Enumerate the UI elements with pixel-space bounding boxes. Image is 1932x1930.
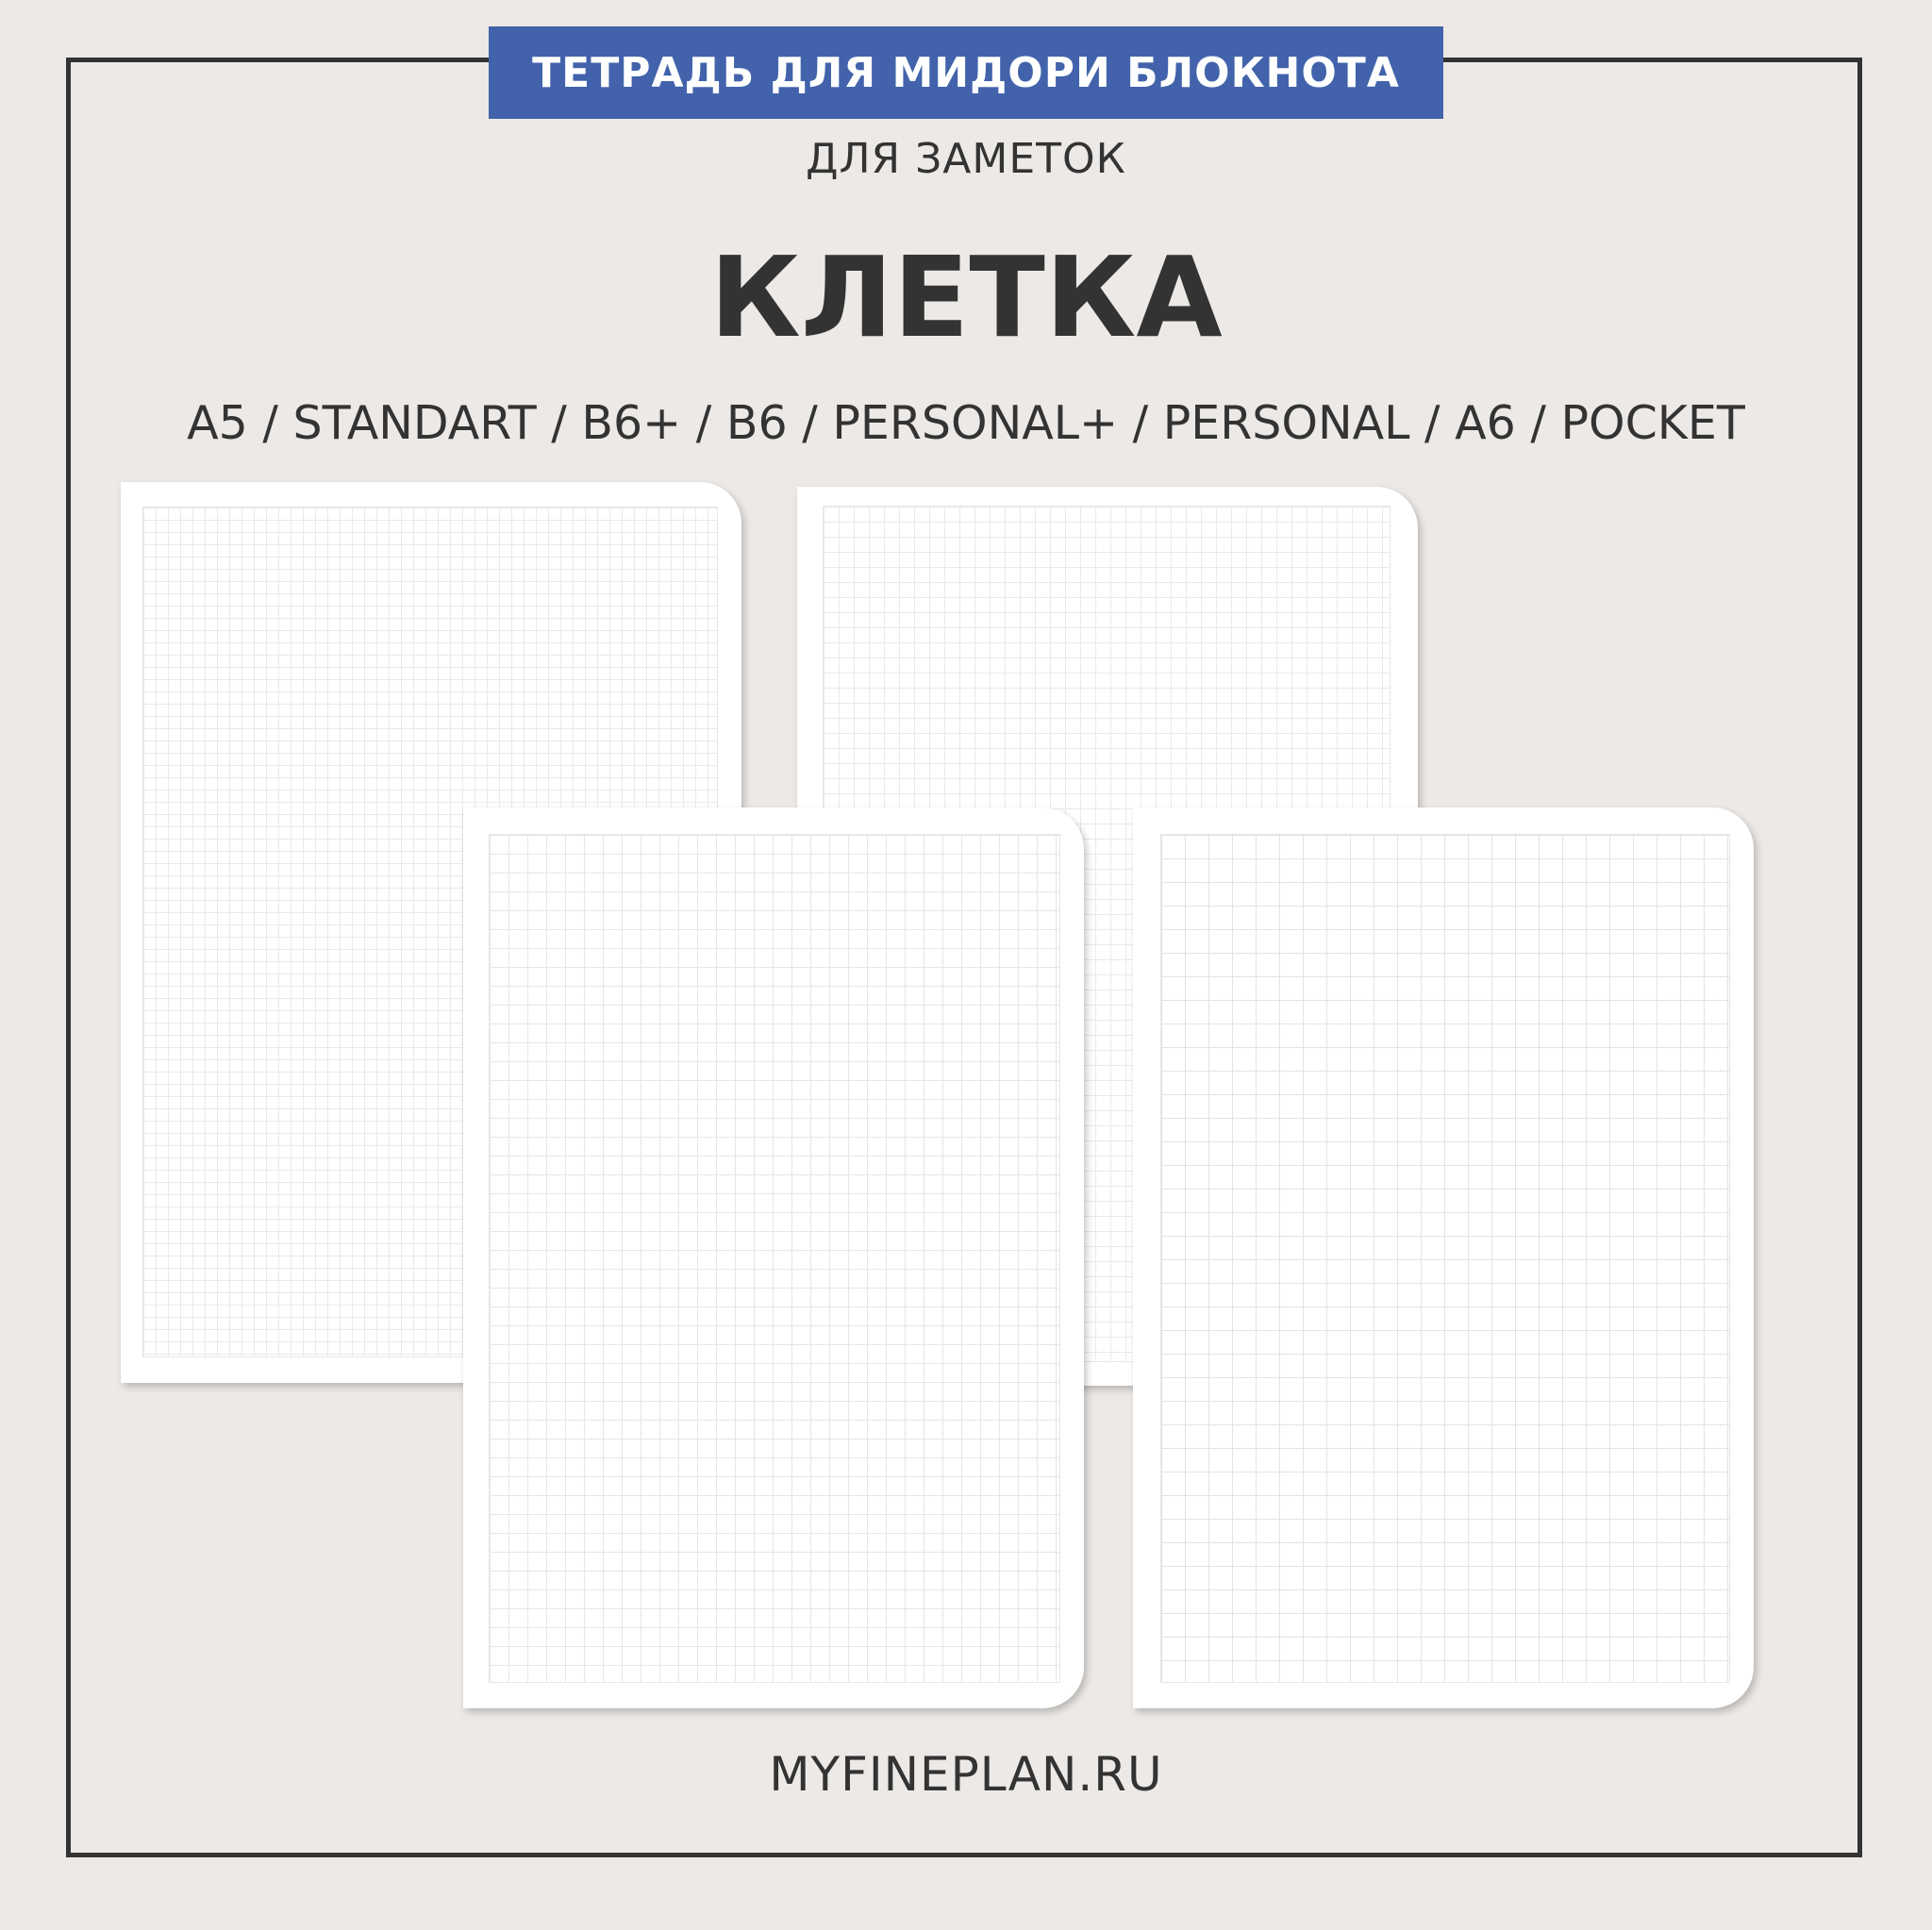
page-title: КЛЕТКА (709, 232, 1223, 362)
subheading: ДЛЯ ЗАМЕТОК (806, 135, 1126, 183)
header-banner (489, 26, 1443, 119)
grid-area (1160, 834, 1730, 1683)
sizes-list: A5 / STANDART / B6+ / B6 / PERSONAL+ / PERSONAL / A6 / POCKET (187, 396, 1745, 450)
banner-text: ТЕТРАДЬ ДЛЯ МИДОРИ БЛОКНОТА (532, 48, 1400, 97)
grid-page-4 (1133, 807, 1754, 1708)
grid-page-3 (463, 807, 1084, 1708)
website-link: MYFINEPLAN.RU (769, 1747, 1163, 1802)
grid-area (489, 834, 1060, 1683)
